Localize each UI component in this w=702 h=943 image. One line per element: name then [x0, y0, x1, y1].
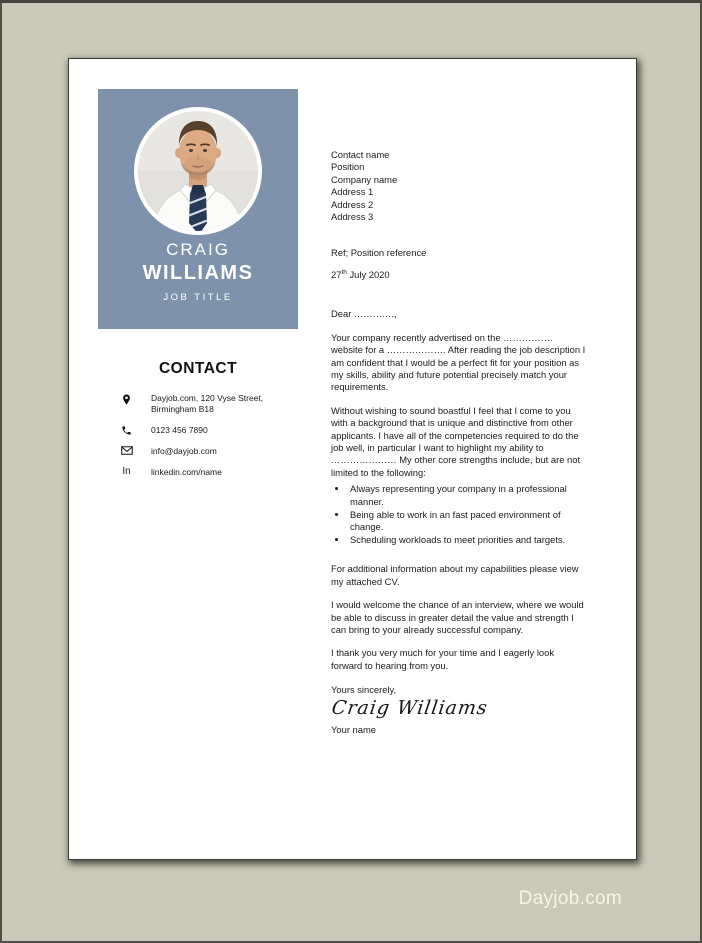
signature-script: Craig Williams [330, 696, 490, 719]
contact-email-text: info@dayjob.com [151, 446, 217, 456]
salutation: Dear …………., [331, 308, 397, 320]
contact-items [98, 393, 298, 478]
date-line [331, 267, 587, 282]
cover-letter-page [68, 58, 637, 860]
strengths-bullet-list [335, 483, 587, 546]
recipient-line: Contact name [331, 149, 390, 160]
profile-photo-illustration [138, 111, 258, 231]
recipient-line: Company name [331, 173, 398, 185]
contact-phone-text: 0123 456 7890 [151, 425, 208, 435]
paragraph-thanks: I thank you very much for your time and I eagerly look forward to hearing from you. [331, 647, 555, 671]
closing-line: Yours sincerely, [331, 684, 397, 696]
bullet-item: • Being able to work in an fast paced environment of change. [348, 509, 587, 534]
linkedin-icon: In [122, 466, 131, 477]
recipient-line: Position [331, 161, 365, 173]
recipient-line: Address 1 [331, 186, 374, 198]
date-day: 27 [331, 268, 342, 280]
location-pin-icon [120, 393, 133, 406]
recipient-line: Address 3 [331, 211, 374, 223]
paragraph-intro: Your company recently advertised on the ……………. website for a ………………. After reading the job description I am confident that I would be a perfect fit for your position as my skills, ability and future potential precisely match your requirements. [331, 331, 586, 393]
bullet-item: • Scheduling workloads to meet priorities and targets. [348, 534, 587, 546]
signoff-name: Your name [331, 723, 376, 735]
contact-address-text: Dayjob.com, 120 Vyse Street, Birmingham B18 [151, 393, 264, 414]
recipient-address-block [331, 149, 587, 223]
first-name: CRAIG [166, 240, 230, 259]
contact-section [98, 360, 298, 488]
reference-line: Ref; Position reference [331, 247, 427, 259]
recipient-line: Address 2 [331, 198, 374, 210]
paragraph-interview: I would welcome the chance of an interview, where we would be able to discuss in greater detail the value and strength I can bring to your already successful company. [331, 599, 584, 635]
phone-icon [120, 425, 133, 436]
contact-heading: CONTACT [158, 360, 238, 377]
job-title: JOB TITLE [163, 292, 233, 303]
contact-row-email [98, 446, 298, 457]
date-ordinal-suffix: th [341, 268, 347, 276]
last-name: WILLIAMS [142, 262, 254, 284]
envelope-icon [120, 446, 133, 455]
profile-header-panel [98, 89, 298, 329]
contact-row-phone [98, 425, 298, 436]
contact-row-address [98, 393, 298, 415]
profile-photo [134, 107, 262, 235]
paragraph-strengths: Without wishing to sound boastful I feel that I come to you with a background that is unique and distinctive from other applicants. I have all of the competencies required to do the job well, in particular I want to highlight my ability to ………………… My other core strengths include, but are not limited to the following: [331, 404, 581, 478]
date-month-year: July 2020 [346, 268, 390, 280]
contact-linkedin-text: linkedin.com/name [151, 467, 222, 477]
contact-row-linkedin [98, 467, 298, 478]
dayjob-watermark: Dayjob.com [518, 888, 622, 909]
paragraph-cv: For additional information about my capabilities please view my attached CV. [331, 563, 579, 587]
profile-name-block [98, 239, 298, 303]
bullet-item: • Always representing your company in a professional manner. [348, 483, 587, 508]
letter-body [331, 149, 587, 736]
